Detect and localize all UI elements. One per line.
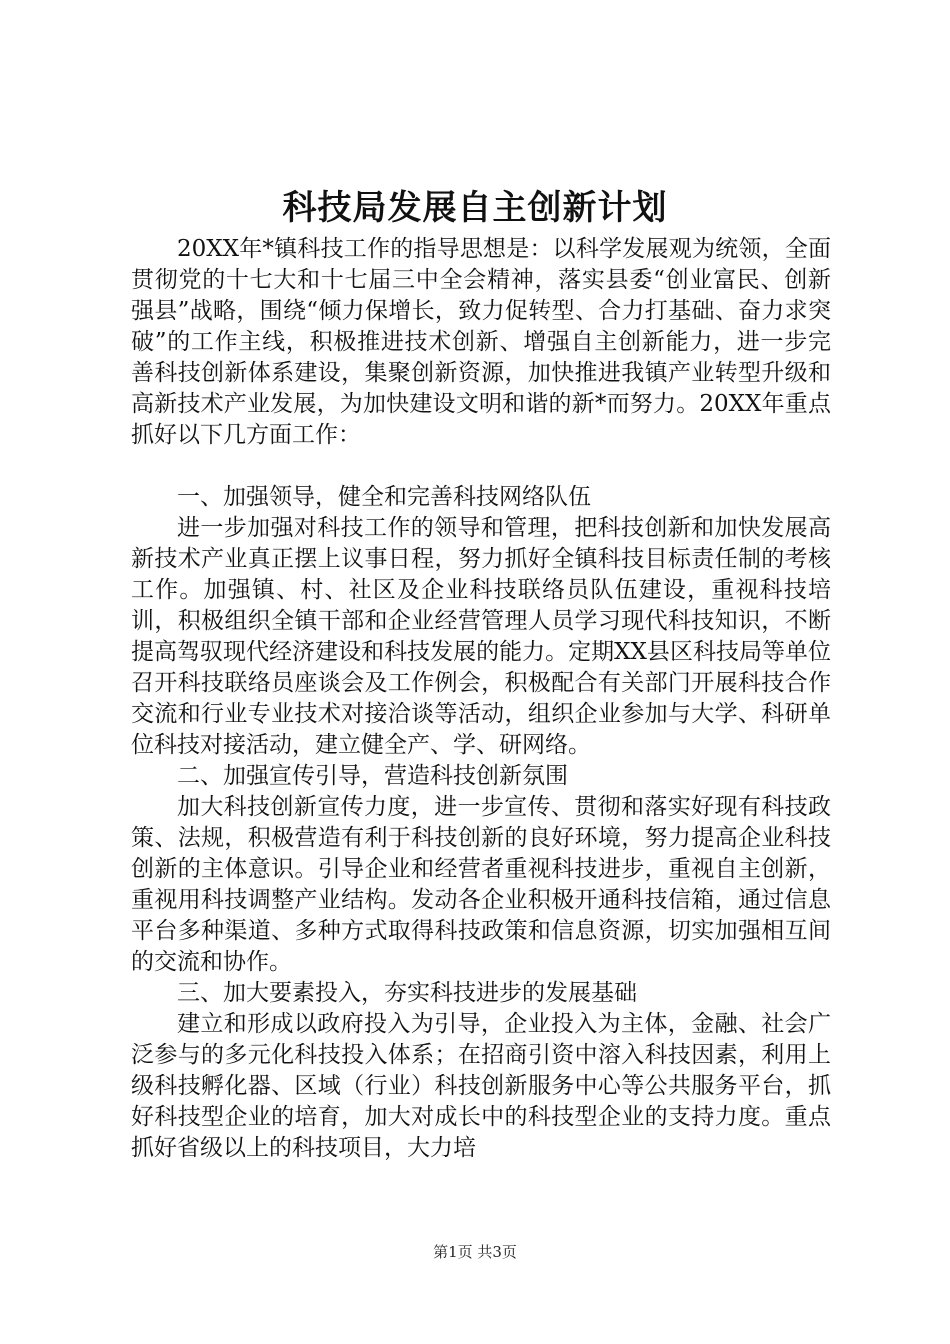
document-title: 科技局发展自主创新计划 [282, 188, 668, 228]
section-heading-2: 二、加强宣传引导，营造科技创新氛围 [177, 763, 568, 789]
document-body [131, 234, 831, 1164]
section-heading-1: 一、加强领导，健全和完善科技网络队伍 [177, 484, 591, 510]
section-paragraph-3: 建立和形成以政府投入为引导，企业投入为主体，金融、社会广泛参与的多元化科技投入体系；在招商引资中溶入科技因素，利用上级科技孵化器、区域（行业）科技创新服务中心等公共服务平台，抓好科技型企业的培育，加大对成长中的科技型企业的支持力度。重点抓好省级以上的科技项目，大力培 [131, 1011, 831, 1161]
section-paragraph-1: 进一步加强对科技工作的领导和管理，把科技创新和加快发展高新技术产业真正摆上议事日程，努力抓好全镇科技目标责任制的考核工作。加强镇、村、社区及企业科技联络员队伍建设，重视科技培训，积极组织全镇干部和企业经营管理人员学习现代科技知识，不断提高驾驭现代经济建设和科技发展的能力。定期XX县区科技局等单位召开科技联络员座谈会及工作例会，积极配合有关部门开展科技合作交流和行业专业技术对接洽谈等活动，组织企业参加与大学、科研单位科技对接活动，建立健全产、学、研网络。 [131, 515, 831, 758]
intro-paragraph: 20XX年*镇科技工作的指导思想是：以科学发展观为统领，全面贯彻党的十七大和十七届三中全会精神，落实县委“创业富民、创新强县”战略，围绕“倾力保增长，致力促转型、合力打基础、奋力求突破”的工作主线，积极推进技术创新、增强自主创新能力，进一步完善科技创新体系建设，集聚创新资源，加快推进我镇产业转型升级和高新技术产业发展，为加快建设文明和谐的新*而努力。20XX年重点抓好以下几方面工作： [131, 236, 831, 448]
section-heading-3: 三、加大要素投入，夯实科技进步的发展基础 [177, 980, 637, 1006]
section-paragraph-2: 加大科技创新宣传力度，进一步宣传、贯彻和落实好现有科技政策、法规，积极营造有利于科技创新的良好环境，努力提高企业科技创新的主体意识。引导企业和经营者重视科技进步，重视自主创新，重视用科技调整产业结构。发动各企业积极开通科技信箱，通过信息平台多种渠道、多种方式取得科技政策和信息资源，切实加强相互间的交流和协作。 [131, 794, 831, 975]
page-footer: 第1页 共3页 [433, 1243, 517, 1261]
